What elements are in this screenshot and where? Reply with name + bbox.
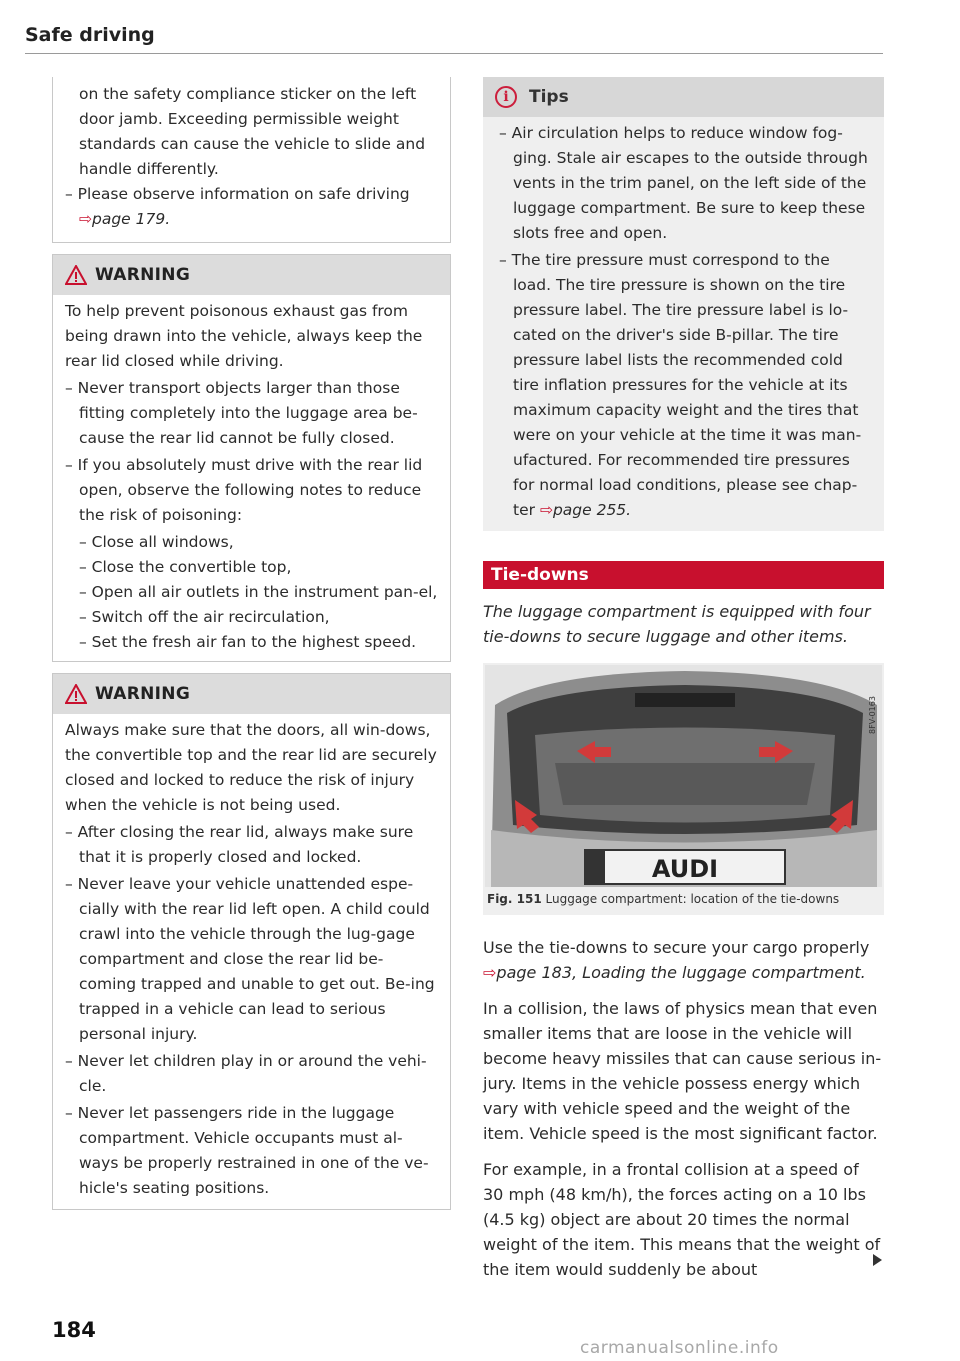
plate-text: AUDI xyxy=(651,855,719,883)
tips-label: Tips xyxy=(529,87,569,107)
section-title: Safe driving xyxy=(25,24,155,46)
warning1-bullet: – Never transport objects larger than those fitting completely into the luggage area be-cause the rear lid cannot be fully closed. xyxy=(65,379,418,447)
warning-triangle-icon xyxy=(65,684,87,704)
warning-label-1: WARNING xyxy=(95,265,191,285)
warning2-bullet: – Never leave your vehicle unattended espe-cially with the rear lid left open. A child could crawl into the vehicle through the lug-gage compartment and close the rear lid be-coming trapped and unable to get out. Be-ing trapped in a vehicle can lead to serious personal injury. xyxy=(65,875,435,1043)
warning-body-2 xyxy=(53,714,450,1209)
figure-caption xyxy=(487,892,839,906)
arrow-right-icon: ⇨ xyxy=(539,501,553,519)
body-paragraph-1: Use the tie-downs to secure your cargo properly ⇨page 183, Loading the luggage compartment. xyxy=(483,938,870,982)
arrow-right-icon: ⇨ xyxy=(79,210,92,228)
warning1-subbullet: – Switch off the air recirculation, xyxy=(79,608,330,626)
warning-triangle-icon xyxy=(65,265,87,285)
tips-box xyxy=(483,77,884,531)
warning2-bullet: – After closing the rear lid, always make sure that it is properly closed and locked. xyxy=(65,823,414,866)
section-heading-tie-downs: Tie-downs xyxy=(483,561,884,589)
warning1-intro: To help prevent poisonous exhaust gas from being drawn into the vehicle, always keep the rear lid closed while driving. xyxy=(65,302,423,370)
section-lead: The luggage compartment is equipped with four tie-downs to secure luggage and other items. xyxy=(483,602,871,646)
tips-bullet: – Air circulation helps to reduce window fog-ging. Stale air escapes to the outside through vents in the trim panel, on the left side of the luggage compartment. Be sure to keep these slots free and open. xyxy=(499,124,868,242)
left-column xyxy=(52,77,451,1210)
continued-bullet-text: – Please observe information on safe driving xyxy=(65,185,410,203)
figure-caption-text: Luggage compartment: location of the tie-downs xyxy=(545,892,840,906)
tips-header xyxy=(483,77,884,117)
section-header xyxy=(25,24,883,54)
body-text xyxy=(483,935,884,1282)
warning2-bullet: – Never let children play in or around the vehi-cle. xyxy=(65,1052,427,1095)
luggage-compartment-illustration xyxy=(485,665,882,887)
continued-box xyxy=(52,77,451,243)
page-number: 184 xyxy=(52,1318,96,1342)
continued-text: on the safety compliance sticker on the left door jamb. Exceeding permissible weight standards can cause the vehicle to slide and handle differently. xyxy=(79,85,426,178)
arrow-right-icon: ⇨ xyxy=(483,963,497,982)
warning-label-2: WARNING xyxy=(95,684,191,704)
continue-arrow-icon xyxy=(873,1254,882,1266)
warning1-subbullet: – Close all windows, xyxy=(79,533,234,551)
warning1-subbullet: – Close the convertible top, xyxy=(79,558,292,576)
page-179-link[interactable]: ⇨page 179. xyxy=(79,210,171,228)
warning-body-1 xyxy=(53,295,450,661)
warning-box-2 xyxy=(52,673,451,1210)
right-column xyxy=(483,77,884,1293)
figure-151 xyxy=(483,663,884,915)
watermark: carmanualsonline.info xyxy=(580,1338,779,1358)
body-paragraph-2: In a collision, the laws of physics mean that even smaller items that are loose in the vehicle will become heavy missiles that can cause serious in-jury. Items in the vehicle possess energy which vary with vehicle speed and the weight of the item. Vehicle speed is the most significant factor. xyxy=(483,999,882,1143)
tips-body xyxy=(483,117,884,531)
page-183-link[interactable]: ⇨page 183, Loading the luggage compartment. xyxy=(483,963,866,982)
continued-bullet xyxy=(65,182,438,232)
warning1-subbullet: – Open all air outlets in the instrument pan-el, xyxy=(79,583,438,601)
warning2-intro: Always make sure that the doors, all win-dows, the convertible top and the rear lid are securely closed and locked to reduce the risk of injury when the vehicle is not being used. xyxy=(65,721,437,814)
tips-bullet xyxy=(499,248,872,523)
warning-box-1 xyxy=(52,254,451,662)
figure-code: 8FV-0163 xyxy=(868,696,877,734)
warning-header-1 xyxy=(53,255,450,295)
body-paragraph-3: For example, in a frontal collision at a speed of 30 mph (48 km/h), the forces acting on a 10 lbs (4.5 kg) object are about 20 times the normal weight of the item. This means that the weight of the item would suddenly be about xyxy=(483,1160,881,1279)
tips-bullet-text: – The tire pressure must correspond to the load. The tire pressure is shown on the tire pressure label. The tire pressure label is lo-cated on the driver's side B-pillar. The tire pressure label lists the recommended cold tire inflation pressures for the vehicle at its maximum capacity weight and the tires that were on your vehicle at the time it was man-ufactured. For recommended tire pressures for normal load conditions, please see chap-ter xyxy=(499,251,862,519)
page-255-link[interactable]: ⇨page 255. xyxy=(539,501,632,519)
warning1-bullet: – If you absolutely must drive with the rear lid open, observe the following notes to reduce the risk of poisoning: xyxy=(65,456,423,524)
warning2-bullet: – Never let passengers ride in the luggage compartment. Vehicle occupants must al-ways be properly restrained in one of the ve-hicle's seating positions. xyxy=(65,1104,429,1197)
info-icon: i xyxy=(495,86,517,108)
warning-header-2 xyxy=(53,674,450,714)
figure-number: Fig. 151 xyxy=(487,892,542,906)
warning1-subbullet: – Set the fresh air fan to the highest speed. xyxy=(79,633,417,651)
